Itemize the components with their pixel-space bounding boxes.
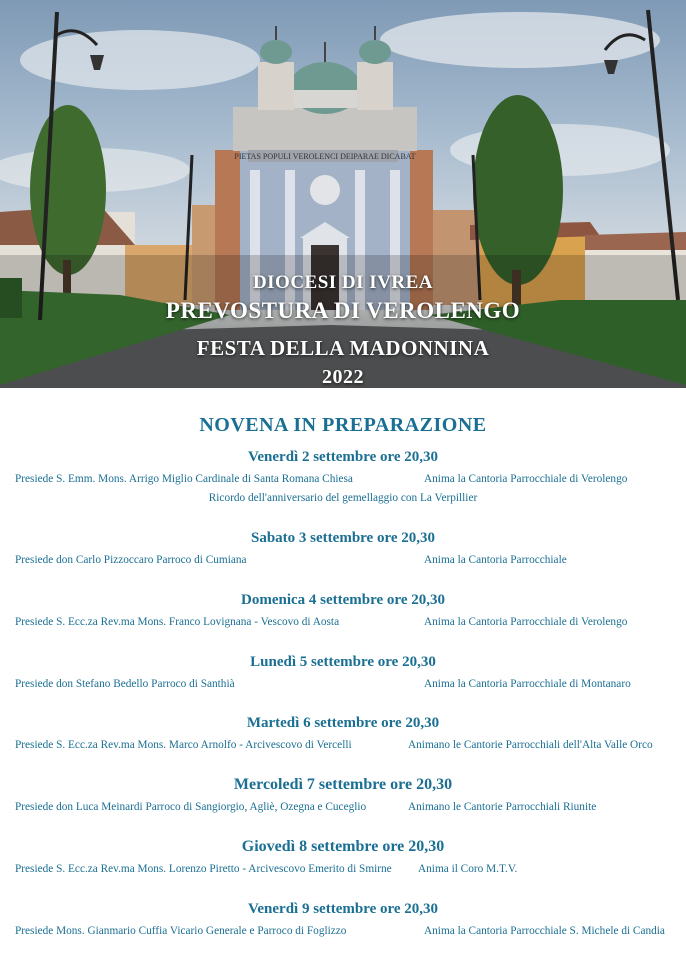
music-line: Animano le Cantorie Parrocchiali Riunite: [408, 801, 597, 813]
day-title: Venerdì 9 settembre ore 20,30: [247, 901, 439, 917]
facade-inscription: PIETAS POPULI VEROLENCI DEIPARAE DICABAT: [234, 152, 416, 161]
music-line: Anima la Cantoria Parrocchiale di Montanaro: [424, 678, 631, 690]
feast-title: FESTA DELLA MADONNINA: [196, 336, 490, 360]
prevostura-title: PREVOSTURA DI VEROLENGO: [165, 298, 521, 323]
day-title: Domenica 4 settembre ore 20,30: [241, 592, 445, 608]
day-title: Venerdì 2 settembre ore 20,30: [247, 449, 439, 465]
day-title: Lunedì 5 settembre ore 20,30: [250, 654, 436, 670]
music-line: Anima la Cantoria Parrocchiale: [424, 554, 567, 566]
presider-line: Presiede don Luca Meinardi Parroco di Sangiorgio, Agliè, Ozegna e Cuceglio: [15, 801, 367, 813]
day-title: Giovedì 8 settembre ore 20,30: [241, 838, 445, 855]
diocese-title: DIOCESI DI IVREA: [252, 272, 434, 293]
presider-line: Presiede S. Ecc.za Rev.ma Mons. Franco Lovignana - Vescovo di Aosta: [15, 616, 340, 628]
church-illustration: [0, 0, 686, 388]
presider-line: Presiede Mons. Gianmario Cuffia Vicario Generale e Parroco di Foglizzo: [15, 925, 347, 937]
music-line: Anima la Cantoria Parrocchiale di Verolengo: [424, 473, 628, 485]
header-photo: [0, 0, 686, 388]
day-title: Martedì 6 settembre ore 20,30: [246, 715, 440, 731]
year-title: 2022: [322, 366, 364, 388]
presider-line: Presiede don Stefano Bedello Parroco di Santhià: [15, 678, 235, 690]
anniversary-note: Ricordo dell'anniversario del gemellaggio con La Verpillier: [208, 492, 478, 504]
music-line: Animano le Cantorie Parrocchiali dell'Alta Valle Orco: [408, 739, 653, 751]
presider-line: Presiede S. Ecc.za Rev.ma Mons. Marco Arnolfo - Arcivescovo di Vercelli: [15, 739, 352, 751]
music-line: Anima la Cantoria Parrocchiale S. Michele di Candia: [424, 925, 665, 937]
presider-line: Presiede don Carlo Pizzoccaro Parroco di Cumiana: [15, 554, 247, 566]
day-title: Sabato 3 settembre ore 20,30: [251, 530, 435, 546]
presider-line: Presiede S. Emm. Mons. Arrigo Miglio Cardinale di Santa Romana Chiesa: [15, 473, 353, 485]
presider-line: Presiede S. Ecc.za Rev.ma Mons. Lorenzo Piretto - Arcivescovo Emerito di Smirne: [15, 863, 392, 875]
music-line: Anima la Cantoria Parrocchiale di Verolengo: [424, 616, 628, 628]
day-title: Mercoledì 7 settembre ore 20,30: [233, 776, 453, 793]
music-line: Anima il Coro M.T.V.: [418, 863, 518, 875]
novena-title: NOVENA IN PREPARAZIONE: [199, 414, 487, 436]
